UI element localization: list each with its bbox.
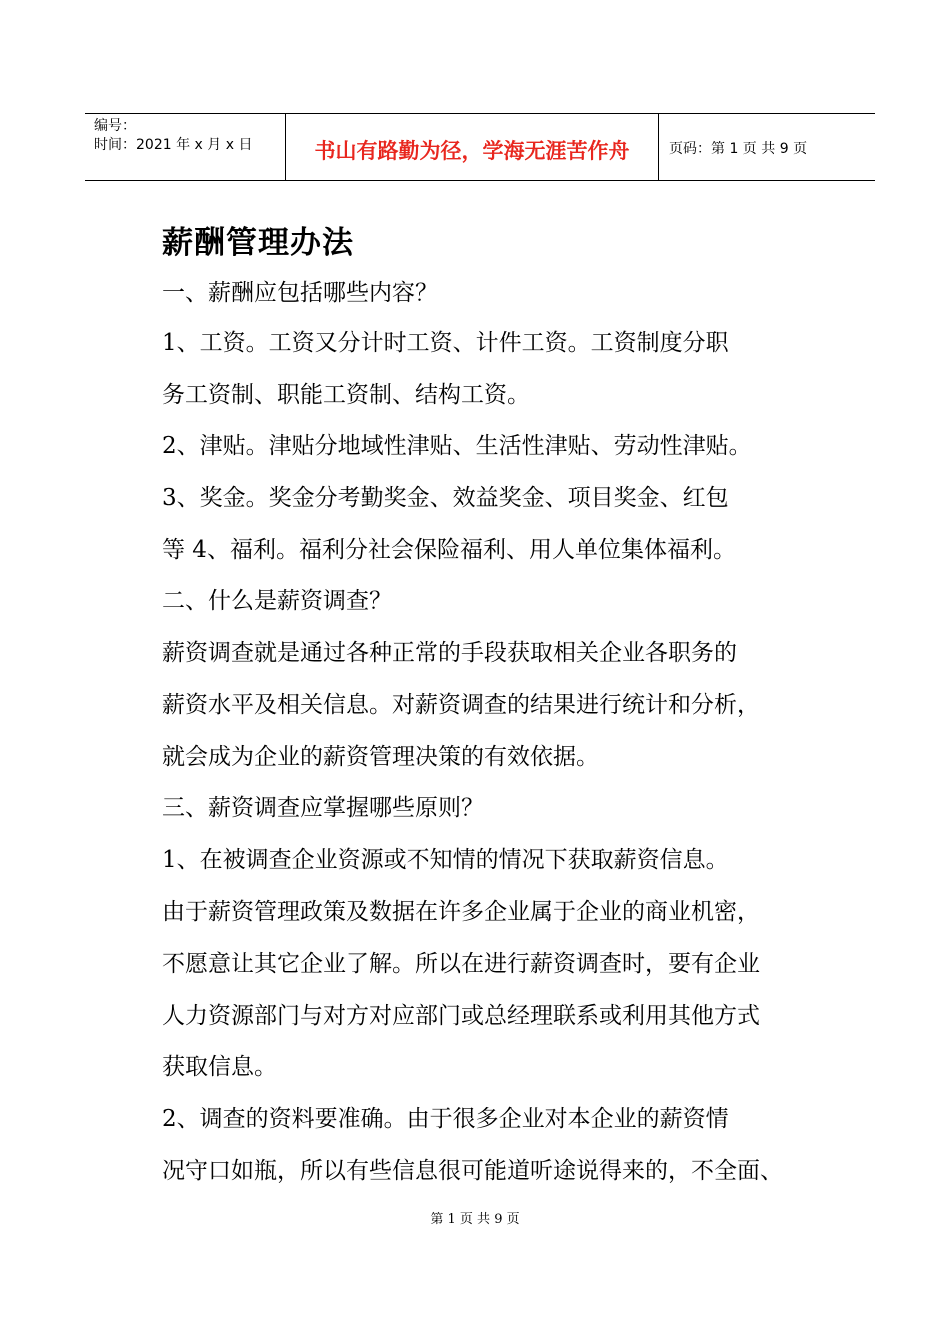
body-line: 2、调查的资料要准确。由于很多企业对本企业的薪资情 <box>162 1106 729 1132</box>
number-label: 编号： <box>94 118 136 134</box>
body-line: 2、津贴。津贴分地域性津贴、生活性津贴、劳动性津贴。 <box>162 433 752 459</box>
page-header <box>85 113 875 181</box>
body-line: 三、薪资调查应掌握哪些原则？ <box>162 795 484 821</box>
body-line: 薪资水平及相关信息。对薪资调查的结果进行统计和分析， <box>162 692 760 718</box>
body-line: 获取信息。 <box>162 1054 277 1080</box>
body-line: 不愿意让其它企业了解。所以在进行薪资调查时，要有企业 <box>162 951 760 977</box>
document-title: 薪酬管理办法 <box>162 225 354 261</box>
body-line: 务工资制、职能工资制、结构工资。 <box>162 382 530 408</box>
body-line: 薪资调查就是通过各种正常的手段获取相关企业各职务的 <box>162 640 737 666</box>
body-line: 一、薪酬应包括哪些内容？ <box>162 280 438 306</box>
body-line: 由于薪资管理政策及数据在许多企业属于企业的商业机密， <box>162 899 760 925</box>
body-line: 二、什么是薪资调查？ <box>162 588 392 614</box>
body-line: 就会成为企业的薪资管理决策的有效依据。 <box>162 744 599 770</box>
header-page-info: 页码：第 1 页 共 9 页 <box>669 141 808 157</box>
header-motto: 书山有路勤为径，学海无涯苦作舟 <box>286 114 659 180</box>
body-line: 人力资源部门与对方对应部门或总经理联系或利用其他方式 <box>162 1003 760 1029</box>
body-line: 况守口如瓶，所以有些信息很可能道听途说得来的，不全面、 <box>162 1158 783 1184</box>
body-line: 等 4、福利。福利分社会保险福利、用人单位集体福利。 <box>162 537 736 563</box>
time-label: 时间：2021 年 x 月 x 日 <box>94 137 253 153</box>
page-footer: 第 1 页 共 9 页 <box>430 1212 520 1227</box>
body-line: 1、在被调查企业资源或不知情的情况下获取薪资信息。 <box>162 847 729 873</box>
header-meta <box>85 114 286 180</box>
body-line: 3、奖金。奖金分考勤奖金、效益奖金、项目奖金、红包 <box>162 485 729 511</box>
body-line: 1、工资。工资又分计时工资、计件工资。工资制度分职 <box>162 330 729 356</box>
